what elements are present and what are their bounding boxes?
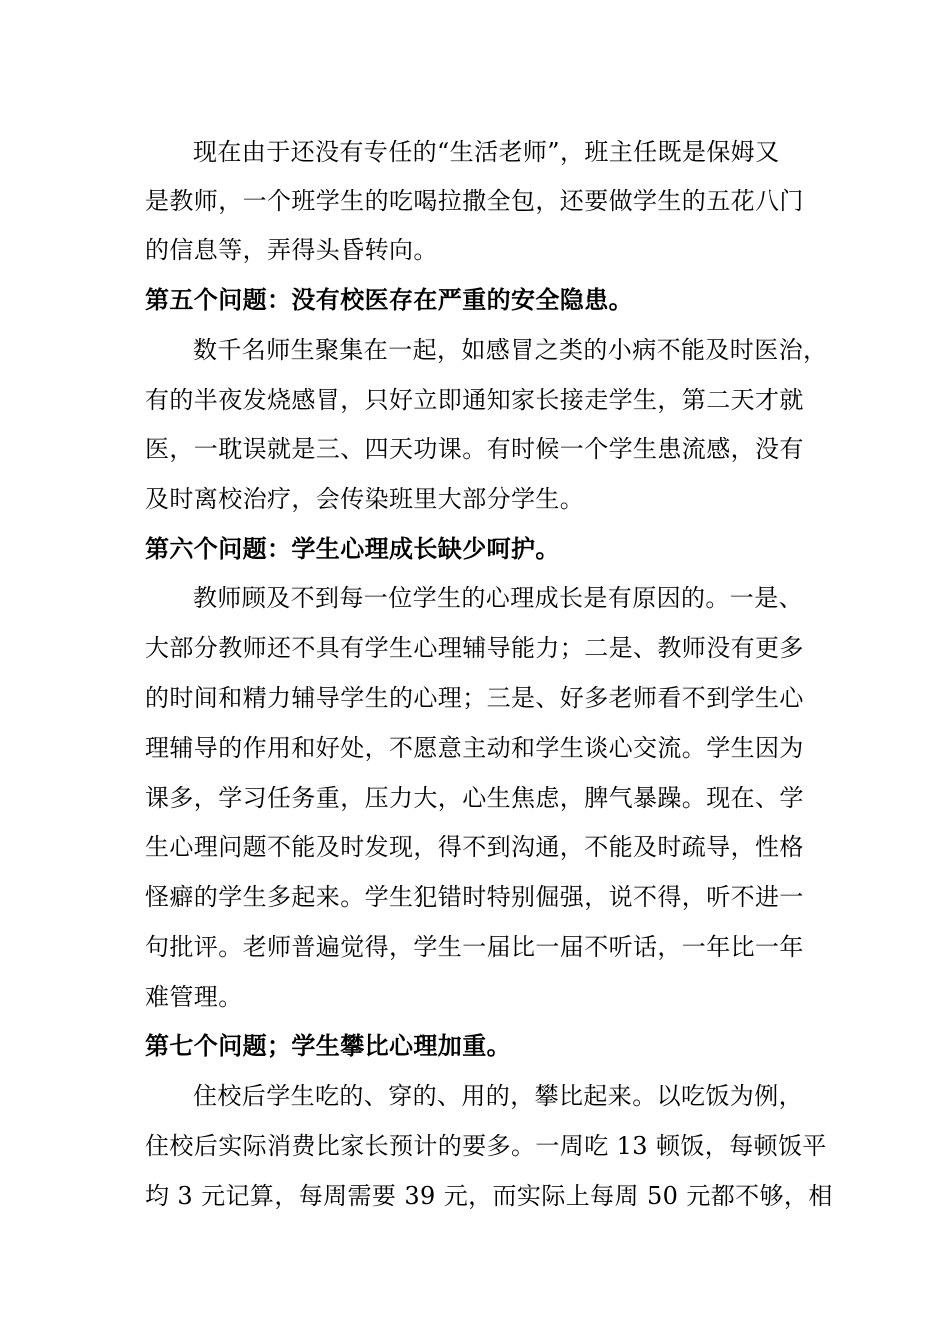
paragraph-2-line-4: 及时离校治疗，会传染班里大部分学生。 bbox=[145, 485, 585, 513]
paragraph-4-line-1: 住校后学生吃的、穿的、用的，攀比起来。以吃饭为例， bbox=[193, 1082, 803, 1110]
heading-problem-7: 第七个问题；学生攀比心理加重。 bbox=[145, 1031, 511, 1060]
paragraph-3-line-2: 大部分教师还不具有学生心理辅导能力；二是、教师没有更多 bbox=[145, 634, 804, 662]
paragraph-3-line-4: 理辅导的作用和好处，不愿意主动和学生谈心交流。学生因为 bbox=[145, 734, 804, 762]
heading-problem-6: 第六个问题：学生心理成长缺少呵护。 bbox=[145, 534, 560, 563]
heading-problem-5: 第五个问题：没有校医存在严重的安全隐患。 bbox=[145, 285, 633, 314]
paragraph-1-line-1: 现在由于还没有专任的“生活老师”，班主任既是保姆又 bbox=[193, 138, 780, 166]
paragraph-3-line-1: 教师顾及不到每一位学生的心理成长是有原因的。一是、 bbox=[193, 584, 803, 612]
paragraph-1-line-2: 是教师，一个班学生的吃喝拉撒全包，还要做学生的五花八门 bbox=[145, 187, 804, 215]
paragraph-3-line-5: 课多，学习任务重，压力大，心生焦虑，脾气暴躁。现在、学 bbox=[145, 784, 804, 812]
paragraph-3-line-6: 生心理问题不能及时发现，得不到沟通，不能及时疏导，性格 bbox=[145, 833, 804, 861]
paragraph-3-line-8: 句批评。老师普遍觉得，学生一届比一届不听话，一年比一年 bbox=[145, 933, 804, 961]
paragraph-2-line-1: 数千名师生聚集在一起，如感冒之类的小病不能及时医治， bbox=[193, 336, 828, 364]
paragraph-3-line-9: 难管理。 bbox=[145, 983, 243, 1011]
paragraph-2-line-2: 有的半夜发烧感冒，只好立即通知家长接走学生，第二天才就 bbox=[145, 386, 804, 414]
paragraph-3-line-3: 的时间和精力辅导学生的心理；三是、好多老师看不到学生心 bbox=[145, 684, 804, 712]
paragraph-2-line-3: 医，一耽误就是三、四天功课。有时候一个学生患流感，没有 bbox=[145, 435, 804, 463]
paragraph-4-line-3: 均 3 元记算，每周需要 39 元，而实际上每周 50 元都不够，相 bbox=[145, 1182, 833, 1210]
paragraph-3-line-7: 怪癖的学生多起来。学生犯错时特别倔强，说不得，听不进一 bbox=[145, 883, 804, 911]
paragraph-4-line-2: 住校后实际消费比家长预计的要多。一周吃 13 顿饭，每顿饭平 bbox=[145, 1132, 827, 1160]
paragraph-1-line-3: 的信息等，弄得头昏转向。 bbox=[145, 236, 438, 264]
